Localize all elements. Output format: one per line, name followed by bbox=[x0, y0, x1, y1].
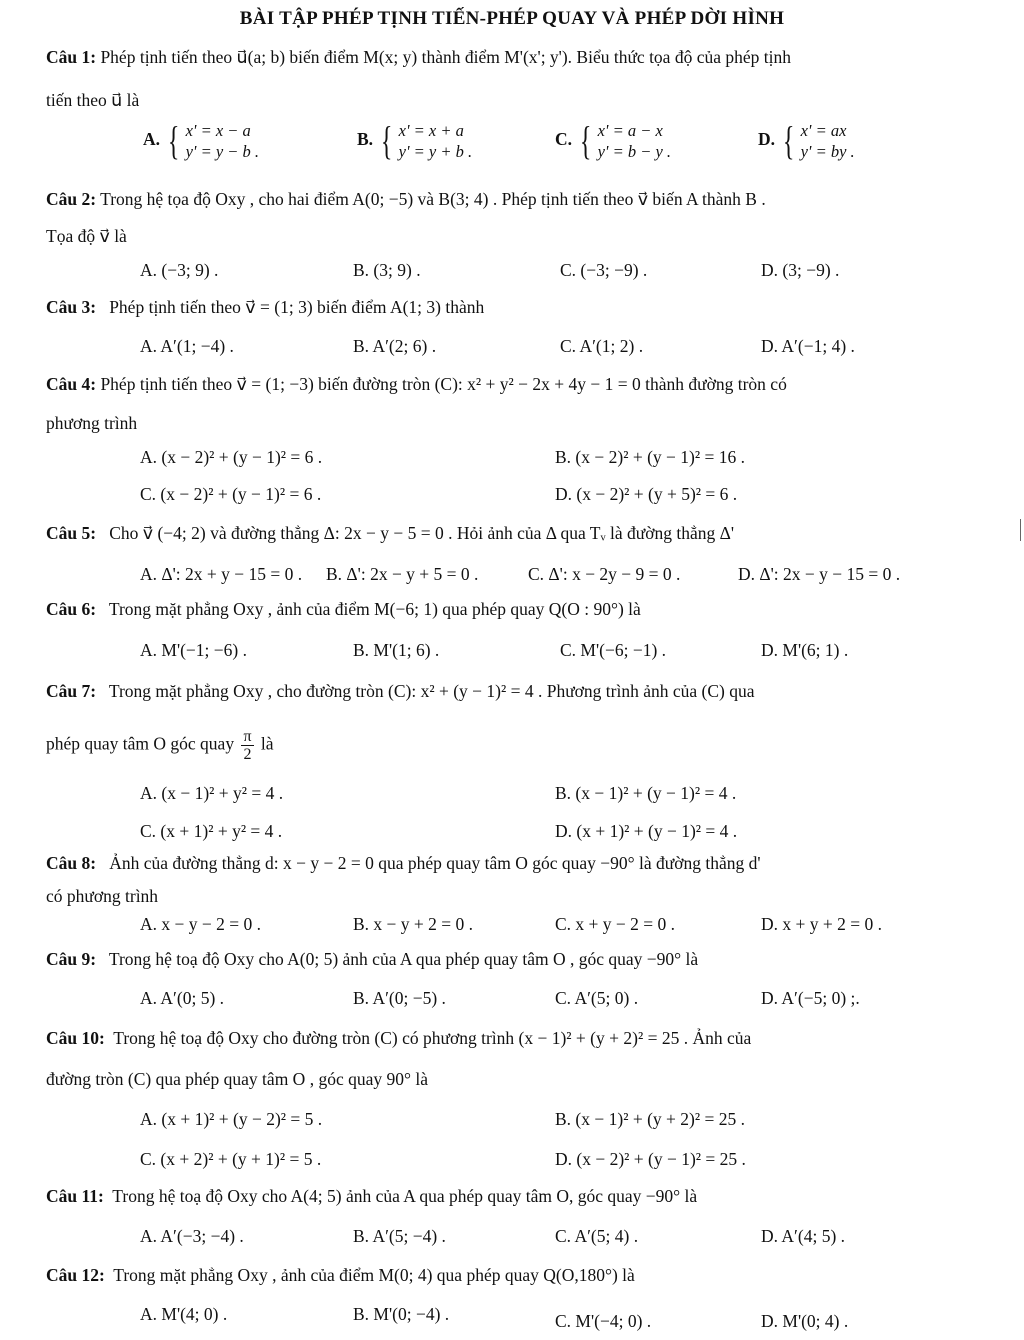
question-label: Câu 11: bbox=[46, 1186, 104, 1206]
q10-option-d[interactable]: D. (x − 2)² + (y − 1)² = 25 . bbox=[555, 1149, 746, 1169]
q1-option-a[interactable]: A. { x' = x − a y' = y − b . bbox=[143, 118, 260, 163]
question-text: Ảnh của đường thẳng d: x − y − 2 = 0 qua phép quay tâm O góc quay −90° là đường thẳng d' bbox=[109, 853, 761, 873]
q2-option-d[interactable]: D. (3; −9) . bbox=[761, 260, 840, 280]
q4-option-c[interactable]: C. (x − 2)² + (y − 1)² = 6 . bbox=[140, 484, 322, 504]
question-label: Câu 6: bbox=[46, 599, 97, 619]
q2-option-b[interactable]: B. (3; 9) . bbox=[353, 260, 421, 280]
question-text: Trong mặt phẳng Oxy , cho đường tròn (C): x² + (y − 1)² = 4 . Phương trình ảnh của (C) qua bbox=[108, 681, 755, 701]
question-8 bbox=[46, 852, 984, 874]
question-3 bbox=[46, 296, 984, 318]
question-7 bbox=[46, 680, 984, 702]
question-6 bbox=[46, 598, 984, 620]
q5-option-d[interactable]: D. Δ': 2x − y − 15 = 0 . bbox=[738, 564, 901, 584]
q9-option-d[interactable]: D. A′(−5; 0) ;. bbox=[761, 988, 860, 1008]
question-12 bbox=[46, 1264, 984, 1286]
question-7-continued: phép quay tâm O góc quay $\frac{\pi}{2}$ là bbox=[46, 728, 274, 763]
question-text: Phép tịnh tiến theo v⃗ = (1; 3) biến điểm A(1; 3) thành bbox=[109, 297, 485, 317]
question-text: Trong hệ tọa độ Oxy , cho hai điểm A(0; −5) và B(3; 4) . Phép tịnh tiến theo v⃗ biến A thành B . bbox=[100, 189, 766, 209]
q8-option-b[interactable]: B. x − y + 2 = 0 . bbox=[353, 914, 474, 934]
question-label: Câu 12: bbox=[46, 1265, 105, 1285]
q4-option-d[interactable]: D. (x − 2)² + (y + 5)² = 6 . bbox=[555, 484, 738, 504]
question-10-continued: đường tròn (C) qua phép quay tâm O , góc quay 90° là bbox=[46, 1069, 428, 1089]
question-11 bbox=[46, 1185, 984, 1207]
q1-option-c[interactable]: C. { x' = a − x y' = b − y . bbox=[555, 118, 672, 163]
question-10 bbox=[46, 1027, 984, 1049]
q11-option-b[interactable]: B. A′(5; −4) . bbox=[353, 1226, 446, 1246]
question-text: Cho v⃗ (−4; 2) và đường thẳng Δ: 2x − y − 5 = 0 . Hỏi ảnh của Δ qua Tᵥ là đường thẳng Δ' bbox=[109, 523, 735, 543]
equation-system: { x' = ax y' = by . bbox=[783, 118, 855, 163]
fraction-pi-over-2: $\frac{\pi}{2}$ bbox=[243, 728, 252, 763]
q12-option-c[interactable]: C. M'(−4; 0) . bbox=[555, 1311, 652, 1331]
equation-system: { x' = a − x y' = b − y . bbox=[580, 118, 672, 163]
q9-option-c[interactable]: C. A′(5; 0) . bbox=[555, 988, 639, 1008]
q3-option-a[interactable]: A. A′(1; −4) . bbox=[140, 336, 234, 356]
q6-option-b[interactable]: B. M'(1; 6) . bbox=[353, 640, 440, 660]
q7-option-b[interactable]: B. (x − 1)² + (y − 1)² = 4 . bbox=[555, 783, 737, 803]
question-2-continued: Tọa độ v⃗ là bbox=[46, 226, 127, 246]
q9-option-a[interactable]: A. A′(0; 5) . bbox=[140, 988, 225, 1008]
question-text: Trong mặt phẳng Oxy , ảnh của điểm M(−6; 1) qua phép quay Q(O : 90°) là bbox=[108, 599, 641, 619]
question-label: Câu 3: bbox=[46, 297, 97, 317]
question-text: Phép tịnh tiến theo u⃗(a; b) biến điểm M(x; y) thành điểm M'(x'; y'). Biểu thức tọa độ của phép tịnh bbox=[100, 47, 791, 67]
q9-option-b[interactable]: B. A′(0; −5) . bbox=[353, 988, 446, 1008]
q6-option-a[interactable]: A. M'(−1; −6) . bbox=[140, 640, 247, 660]
q6-option-c[interactable]: C. M'(−6; −1) . bbox=[560, 640, 667, 660]
question-1-continued: tiến theo u⃗ là bbox=[46, 90, 140, 110]
equation-system: { x' = x − a y' = y − b . bbox=[168, 118, 260, 163]
q10-option-c[interactable]: C. (x + 2)² + (y + 1)² = 5 . bbox=[140, 1149, 322, 1169]
q3-option-c[interactable]: C. A′(1; 2) . bbox=[560, 336, 644, 356]
question-label: Câu 7: bbox=[46, 681, 97, 701]
question-label: Câu 2: bbox=[46, 189, 97, 209]
question-label: Câu 9: bbox=[46, 949, 97, 969]
q4-option-b[interactable]: B. (x − 2)² + (y − 1)² = 16 . bbox=[555, 447, 745, 467]
q8-option-a[interactable]: A. x − y − 2 = 0 . bbox=[140, 914, 261, 934]
q12-option-d[interactable]: D. M'(0; 4) . bbox=[761, 1311, 849, 1331]
question-4-continued: phương trình bbox=[46, 413, 138, 433]
question-label: Câu 1: bbox=[46, 47, 97, 67]
question-text: Trong mặt phẳng Oxy , ảnh của điểm M(0; 4) qua phép quay Q(O,180°) là bbox=[113, 1265, 635, 1285]
question-text: Trong hệ toạ độ Oxy cho A(4; 5) ảnh của A qua phép quay tâm O, góc quay −90° là bbox=[112, 1186, 698, 1206]
question-text: Trong hệ toạ độ Oxy cho đường tròn (C) có phương trình (x − 1)² + (y + 2)² = 25 . Ảnh của bbox=[113, 1028, 752, 1048]
page-title: BÀI TẬP PHÉP TỊNH TIẾN-PHÉP QUAY VÀ PHÉP DỜI HÌNH bbox=[239, 8, 785, 29]
question-5 bbox=[46, 522, 984, 544]
scan-edge-mark bbox=[1020, 519, 1021, 541]
q5-option-c[interactable]: C. Δ': x − 2y − 9 = 0 . bbox=[528, 564, 681, 584]
q7-option-a[interactable]: A. (x − 1)² + y² = 4 . bbox=[140, 783, 284, 803]
q12-option-a[interactable]: A. M'(4; 0) . bbox=[140, 1304, 228, 1324]
question-1 bbox=[46, 46, 984, 68]
q7-option-d[interactable]: D. (x + 1)² + (y − 1)² = 4 . bbox=[555, 821, 738, 841]
q2-option-c[interactable]: C. (−3; −9) . bbox=[560, 260, 648, 280]
q7-option-c[interactable]: C. (x + 1)² + y² = 4 . bbox=[140, 821, 283, 841]
q5-option-a[interactable]: A. Δ': 2x + y − 15 = 0 . bbox=[140, 564, 303, 584]
q3-option-d[interactable]: D. A′(−1; 4) . bbox=[761, 336, 855, 356]
question-text: Phép tịnh tiến theo v⃗ = (1; −3) biến đường tròn (C): x² + y² − 2x + 4y − 1 = 0 thành đường tròn có bbox=[100, 374, 787, 394]
q1-option-b[interactable]: B. { x' = x + a y' = y + b . bbox=[357, 118, 473, 163]
q1-option-d[interactable]: D. { x' = ax y' = by . bbox=[758, 118, 855, 163]
question-label: Câu 10: bbox=[46, 1028, 105, 1048]
q12-option-b[interactable]: B. M'(0; −4) . bbox=[353, 1304, 450, 1324]
q8-option-d[interactable]: D. x + y + 2 = 0 . bbox=[761, 914, 882, 934]
q11-option-c[interactable]: C. A′(5; 4) . bbox=[555, 1226, 639, 1246]
question-4 bbox=[46, 373, 984, 395]
q11-option-d[interactable]: D. A′(4; 5) . bbox=[761, 1226, 846, 1246]
question-9 bbox=[46, 948, 984, 970]
question-label: Câu 5: bbox=[46, 523, 97, 543]
question-2 bbox=[46, 188, 984, 210]
q10-option-b[interactable]: B. (x − 1)² + (y + 2)² = 25 . bbox=[555, 1109, 745, 1129]
q11-option-a[interactable]: A. A′(−3; −4) . bbox=[140, 1226, 244, 1246]
q10-option-a[interactable]: A. (x + 1)² + (y − 2)² = 5 . bbox=[140, 1109, 323, 1129]
question-text: Trong hệ toạ độ Oxy cho A(0; 5) ảnh của A qua phép quay tâm O , góc quay −90° là bbox=[108, 949, 699, 969]
q2-option-a[interactable]: A. (−3; 9) . bbox=[140, 260, 219, 280]
question-label: Câu 8: bbox=[46, 853, 97, 873]
q6-option-d[interactable]: D. M'(6; 1) . bbox=[761, 640, 849, 660]
q5-option-b[interactable]: B. Δ': 2x − y + 5 = 0 . bbox=[326, 564, 479, 584]
question-8-continued: có phương trình bbox=[46, 886, 159, 906]
equation-system: { x' = x + a y' = y + b . bbox=[381, 118, 473, 163]
q8-option-c[interactable]: C. x + y − 2 = 0 . bbox=[555, 914, 676, 934]
question-label: Câu 4: bbox=[46, 374, 97, 394]
q3-option-b[interactable]: B. A′(2; 6) . bbox=[353, 336, 437, 356]
q4-option-a[interactable]: A. (x − 2)² + (y − 1)² = 6 . bbox=[140, 447, 323, 467]
